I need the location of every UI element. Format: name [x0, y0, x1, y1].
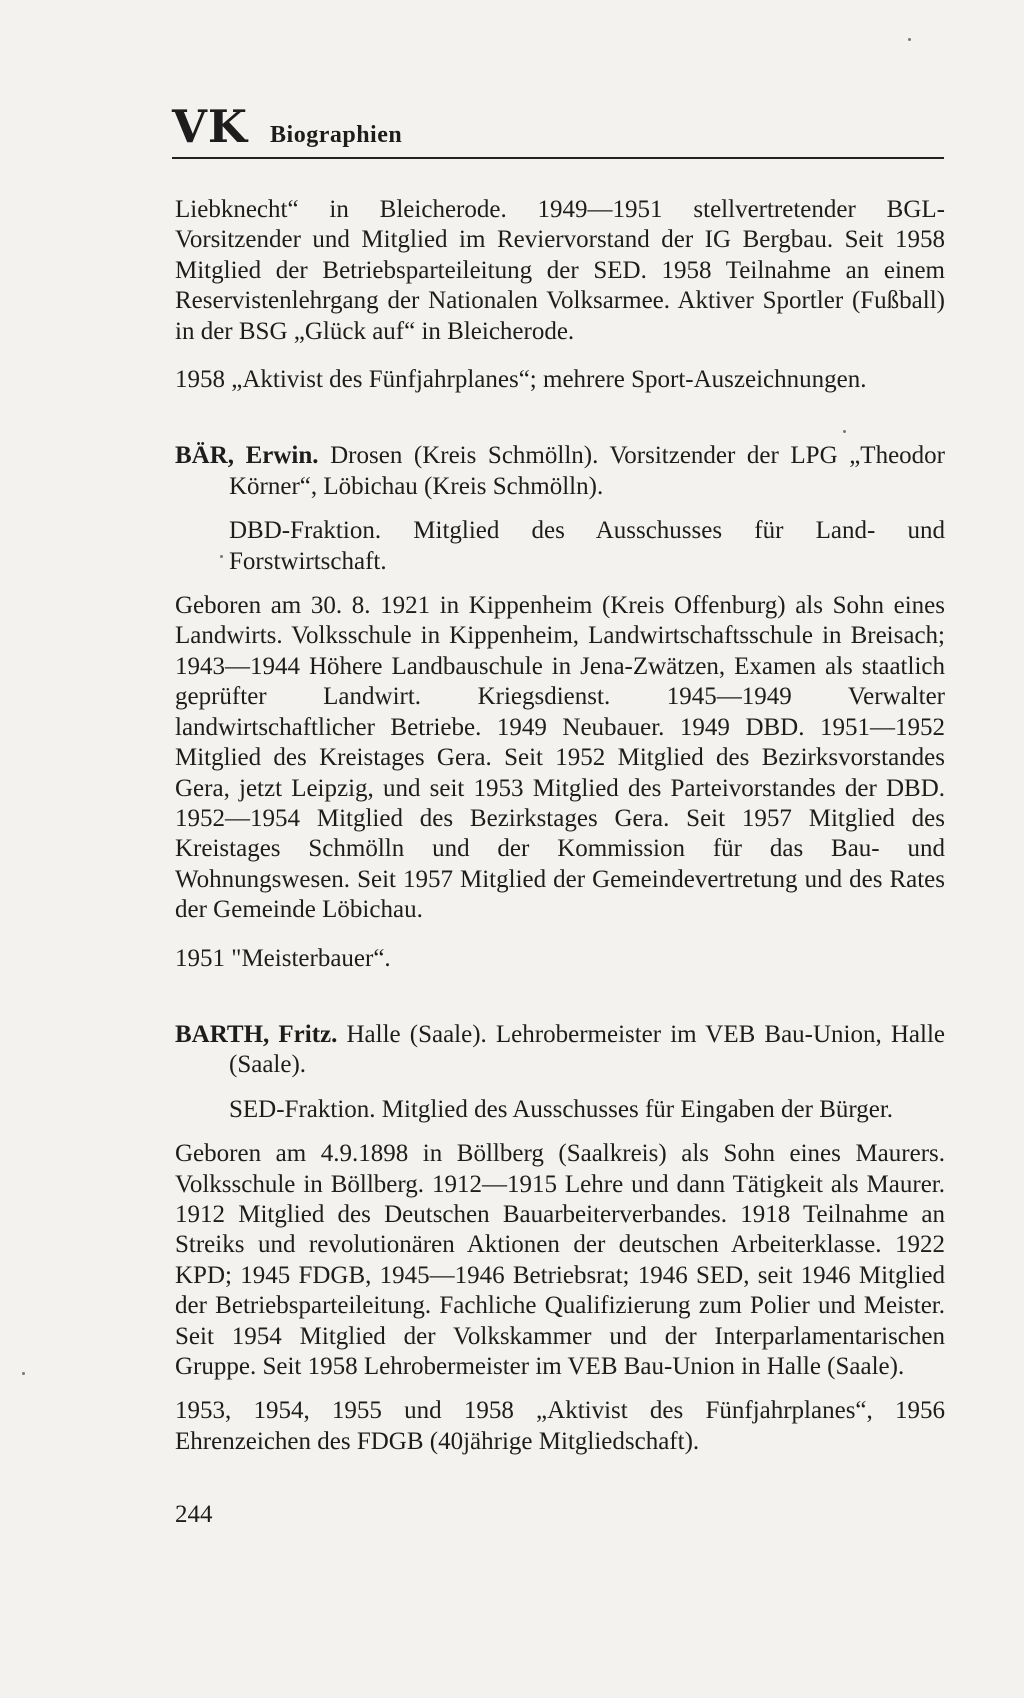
entry-honors: 1958 „Aktivist des Fünfjahrplanes“; mehrere Sport-Auszeichnungen. — [175, 366, 867, 394]
entry-honors: 1953, 1954, 1955 und 1958 „Aktivist des Fünfjahrplanes“, 1956 Ehrenzeichen des FDGB (40jährige Mitgliedschaft). — [175, 1397, 945, 1455]
entry-faction: SED-Fraktion. Mitglied des Ausschusses für Eingaben der Bürger. — [229, 1095, 894, 1123]
paper-speck — [908, 38, 911, 41]
paper-speck — [22, 1372, 25, 1375]
section-mark: VK — [172, 100, 249, 153]
entry-position: Drosen (Kreis Schmölln). Vorsitzender der LPG „Theodor Körner“, Löbichau (Kreis Schmölln). — [229, 442, 945, 500]
entry-biography: Geboren am 4.9.1898 in Böllberg (Saalkreis) als Sohn eines Maurers. Volksschule in Böllberg. 1912—1915 Lehre und dann Tätigkeit als Maurer. 1912 Mitglied des Deutschen Bauarbeiterverbandes. 1918 Teilnahme an Streiks und revolutionären Aktionen der deutschen Arbeiterklasse. 1922 KPD; 1945 FDGB, 1945—1946 Betriebsrat; 1946 SED, seit 1946 Mitglied der Betriebsparteileitung. Fachliche Qualifizierung zum Polier und Meister. Seit 1954 Mitglied der Volkskammer und der Interparlamentarischen Gruppe. Seit 1958 Lehrobermeister im VEB Bau-Union in Halle (Saale). — [175, 1140, 945, 1380]
entry-heading — [175, 1020, 945, 1081]
paper-speck — [220, 555, 223, 558]
entry-name: BÄR, Erwin. — [175, 442, 319, 470]
page-body — [175, 195, 945, 1457]
running-head — [172, 100, 944, 159]
entry-continuation: Liebknecht“ in Bleicherode. 1949—1951 stellvertretender BGL-Vorsitzender und Mitglied im Reviervorstand der IG Bergbau. Seit 1958 Mitglied der Betriebsparteileitung der SED. 1958 Teilnahme an einem Reservistenlehrgang der Nationalen Volksarmee. Aktiver Sportler (Fußball) in der BSG „Glück auf“ in Bleicherode. — [175, 196, 945, 345]
section-title: Biographien — [270, 122, 403, 148]
entry-heading — [175, 441, 945, 502]
entry-biography: Geboren am 30. 8. 1921 in Kippenheim (Kreis Offenburg) als Sohn eines Landwirts. Volksschule in Kippenheim, Landwirtschaftsschule in Breisach; 1943—1944 Höhere Landbauschule in Jena-Zwätzen, Examen als staatlich geprüfter Landwirt. Kriegsdienst. 1945—1949 Verwalter landwirtschaftlicher Betriebe. 1949 Neubauer. 1949 DBD. 1951—1952 Mitglied des Kreistages Gera. Seit 1952 Mitglied des Bezirksvorstandes Gera, jetzt Leipzig, und seit 1953 Mitglied des Parteivorstandes der DBD. 1952—1954 Mitglied des Bezirkstages Gera. Seit 1957 Mitglied des Kreistages Schmölln und der Kommission für das Bau- und Wohnungswesen. Seit 1957 Mitglied der Gemeindevertretung und des Rates der Gemeinde Löbichau. — [175, 592, 945, 924]
entry-position: Halle (Saale). Lehrobermeister im VEB Bau-Union, Halle (Saale). — [229, 1020, 945, 1079]
entry-name: BARTH, Fritz. — [175, 1020, 338, 1048]
entry-honors: 1951 "Meisterbauer“. — [175, 944, 391, 972]
page-number: 244 — [175, 1501, 213, 1528]
paper-speck — [843, 430, 846, 433]
entry-faction: DBD-Fraktion. Mitglied des Ausschusses für Land- und Forstwirtschaft. — [229, 517, 945, 575]
